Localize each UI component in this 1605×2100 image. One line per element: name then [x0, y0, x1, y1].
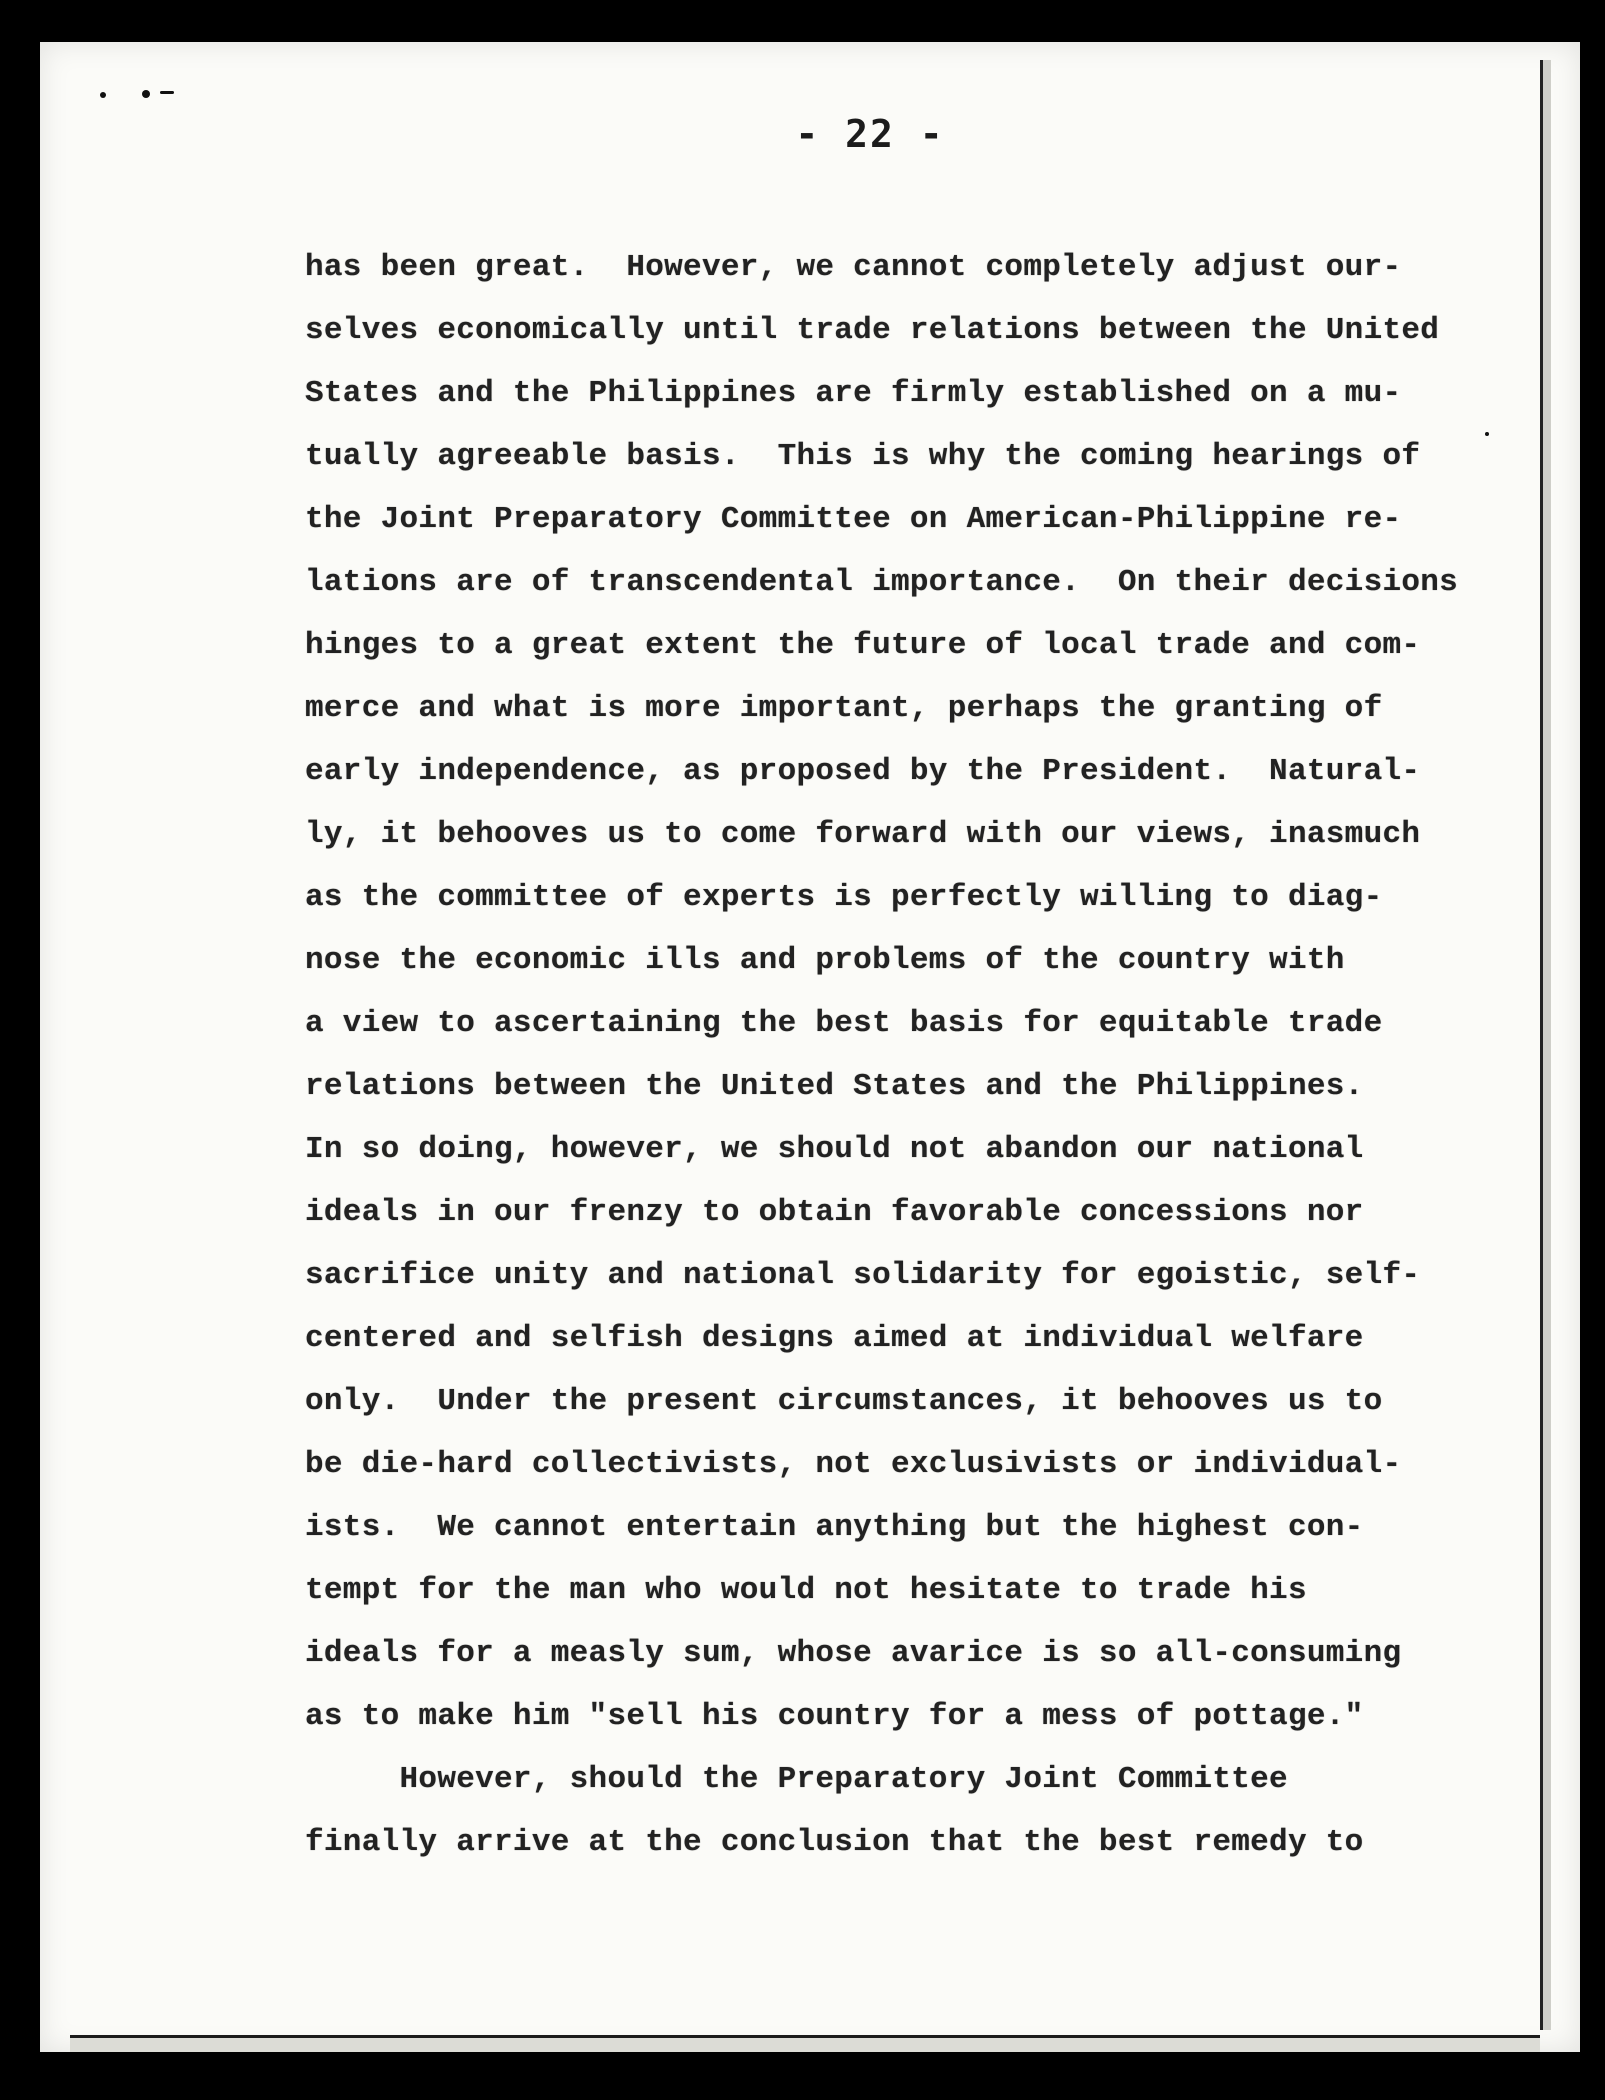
scan-speck — [142, 90, 150, 98]
text-line: tempt for the man who would not hesitate to trade his — [305, 1573, 1307, 1608]
text-line: as to make him "sell his country for a mess of pottage." — [305, 1699, 1364, 1734]
text-line: ly, it behooves us to come forward with our views, inasmuch — [305, 817, 1421, 852]
text-line: In so doing, however, we should not abandon our national — [305, 1132, 1364, 1167]
text-line: as the committee of experts is perfectly willing to diag- — [305, 880, 1383, 915]
body-text — [305, 236, 1485, 1874]
text-line: only. Under the present circumstances, it behooves us to — [305, 1384, 1383, 1419]
text-line: the Joint Preparatory Committee on American-Philippine re- — [305, 502, 1402, 537]
text-line: early independence, as proposed by the President. Natural- — [305, 754, 1421, 789]
paper-right-edge — [1540, 60, 1551, 2030]
scan-speck — [100, 92, 106, 98]
text-line: has been great. However, we cannot completely adjust our- — [305, 250, 1402, 285]
paper-bottom-edge — [70, 2035, 1540, 2052]
text-line: States and the Philippines are firmly established on a mu- — [305, 376, 1402, 411]
text-line: ideals for a measly sum, whose avarice is so all-consuming — [305, 1636, 1402, 1671]
text-line: centered and selfish designs aimed at individual welfare — [305, 1321, 1364, 1356]
text-line: selves economically until trade relations between the United — [305, 313, 1440, 348]
scan-speck — [160, 91, 174, 94]
page-number: - 22 - — [795, 112, 945, 156]
text-line: However, should the Preparatory Joint Committee — [305, 1762, 1288, 1797]
text-line: finally arrive at the conclusion that the best remedy to — [305, 1825, 1364, 1860]
scan-speck — [1485, 432, 1489, 436]
text-line: relations between the United States and the Philippines. — [305, 1069, 1364, 1104]
text-line: ists. We cannot entertain anything but the highest con- — [305, 1510, 1364, 1545]
text-line: be die-hard collectivists, not exclusivists or individual- — [305, 1447, 1402, 1482]
text-line: merce and what is more important, perhaps the granting of — [305, 691, 1383, 726]
text-line: lations are of transcendental importance. On their decisions — [305, 565, 1459, 600]
text-line: a view to ascertaining the best basis for equitable trade — [305, 1006, 1383, 1041]
text-line: nose the economic ills and problems of the country with — [305, 943, 1345, 978]
text-line: ideals in our frenzy to obtain favorable concessions nor — [305, 1195, 1364, 1230]
text-line: tually agreeable basis. This is why the coming hearings of — [305, 439, 1421, 474]
text-line: sacrifice unity and national solidarity for egoistic, self- — [305, 1258, 1421, 1293]
text-line: hinges to a great extent the future of local trade and com- — [305, 628, 1421, 663]
